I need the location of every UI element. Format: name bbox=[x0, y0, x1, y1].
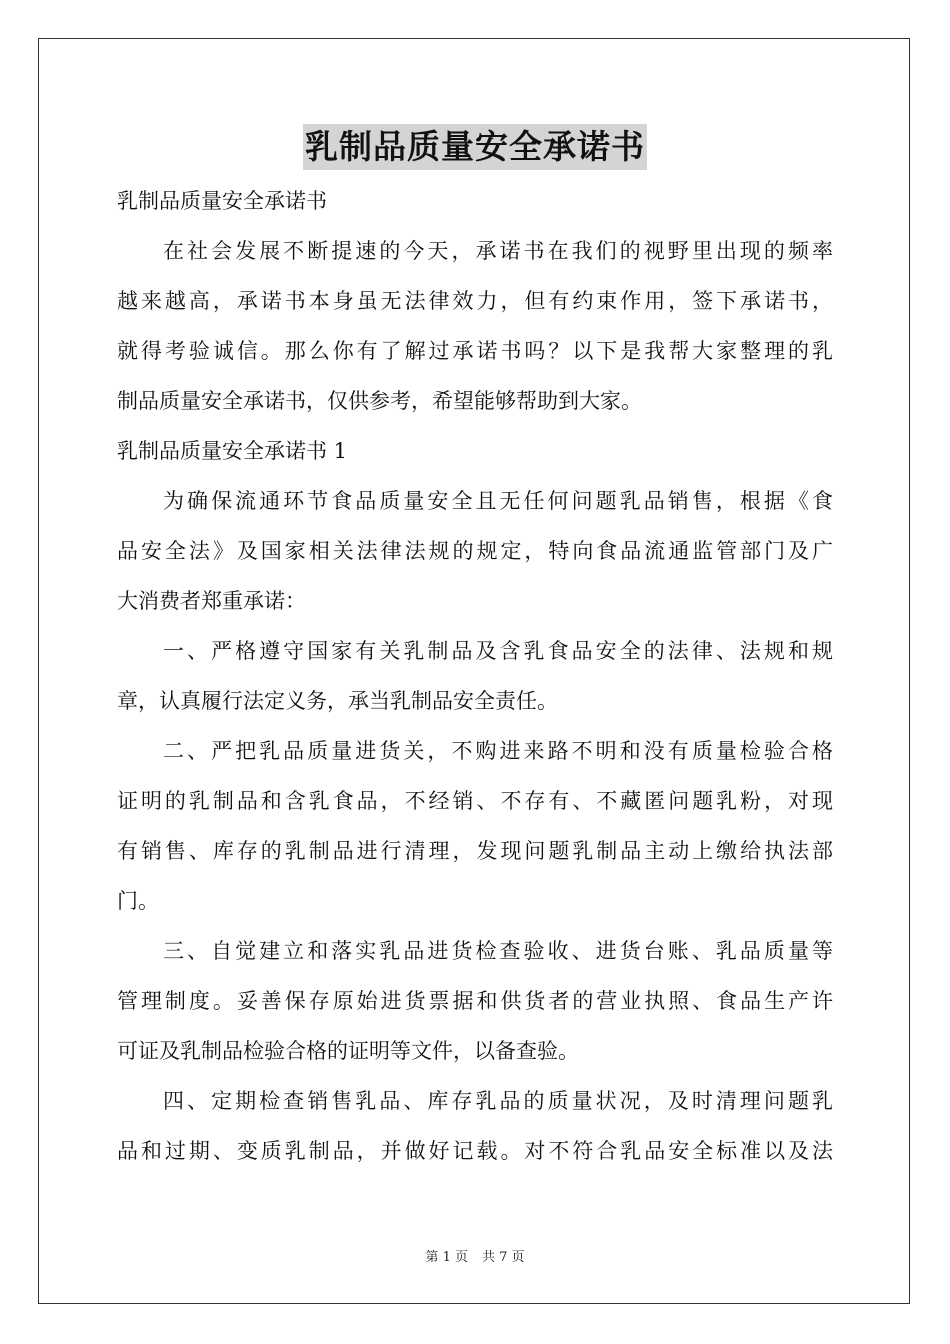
text-line: 制品质量安全承诺书，仅供参考，希望能够帮助到大家。 bbox=[117, 389, 642, 413]
text-line: 四、定期检查销售乳品、库存乳品的质量状况，及时清理问题乳 bbox=[163, 1089, 833, 1113]
title-container bbox=[0, 124, 950, 170]
text-line: 一、严格遵守国家有关乳制品及含乳食品安全的法律、法规和规 bbox=[163, 639, 833, 663]
text-line: 越来越高，承诺书本身虽无法律效力，但有约束作用，签下承诺书， bbox=[117, 289, 833, 313]
text-line: 管理制度。妥善保存原始进货票据和供货者的营业执照、食品生产许 bbox=[117, 989, 833, 1013]
text-line: 乳制品质量安全承诺书 1 bbox=[117, 439, 348, 463]
page-total: 共 7 页 bbox=[482, 1250, 525, 1265]
document-title: 乳制品质量安全承诺书 bbox=[303, 124, 647, 170]
text-line: 就得考验诚信。那么你有了解过承诺书吗？以下是我帮大家整理的乳 bbox=[117, 339, 833, 363]
text-line: 品和过期、变质乳制品，并做好记载。对不符合乳品安全标准以及法 bbox=[117, 1139, 833, 1163]
text-line: 证明的乳制品和含乳食品，不经销、不存有、不藏匿问题乳粉，对现 bbox=[117, 789, 833, 813]
document-body bbox=[117, 176, 833, 1176]
text-line: 有销售、库存的乳制品进行清理，发现问题乳制品主动上缴给执法部 bbox=[117, 839, 833, 863]
text-line: 为确保流通环节食品质量安全且无任何问题乳品销售，根据《食 bbox=[163, 489, 833, 513]
text-line: 大消费者郑重承诺： bbox=[117, 589, 306, 613]
text-line: 可证及乳制品检验合格的证明等文件，以备查验。 bbox=[117, 1039, 579, 1063]
text-line: 二、严把乳品质量进货关，不购进来路不明和没有质量检验合格 bbox=[163, 739, 833, 763]
page-number: 第 1 页 bbox=[425, 1250, 468, 1265]
text-line: 乳制品质量安全承诺书 bbox=[117, 189, 327, 213]
page-footer bbox=[0, 1246, 950, 1265]
text-line: 三、自觉建立和落实乳品进货检查验收、进货台账、乳品质量等 bbox=[163, 939, 833, 963]
text-line: 门。 bbox=[117, 889, 159, 913]
text-line: 品安全法》及国家相关法律法规的规定，特向食品流通监管部门及广 bbox=[117, 539, 833, 563]
text-line: 在社会发展不断提速的今天，承诺书在我们的视野里出现的频率 bbox=[163, 239, 833, 263]
text-line: 章，认真履行法定义务，承当乳制品安全责任。 bbox=[117, 689, 558, 713]
